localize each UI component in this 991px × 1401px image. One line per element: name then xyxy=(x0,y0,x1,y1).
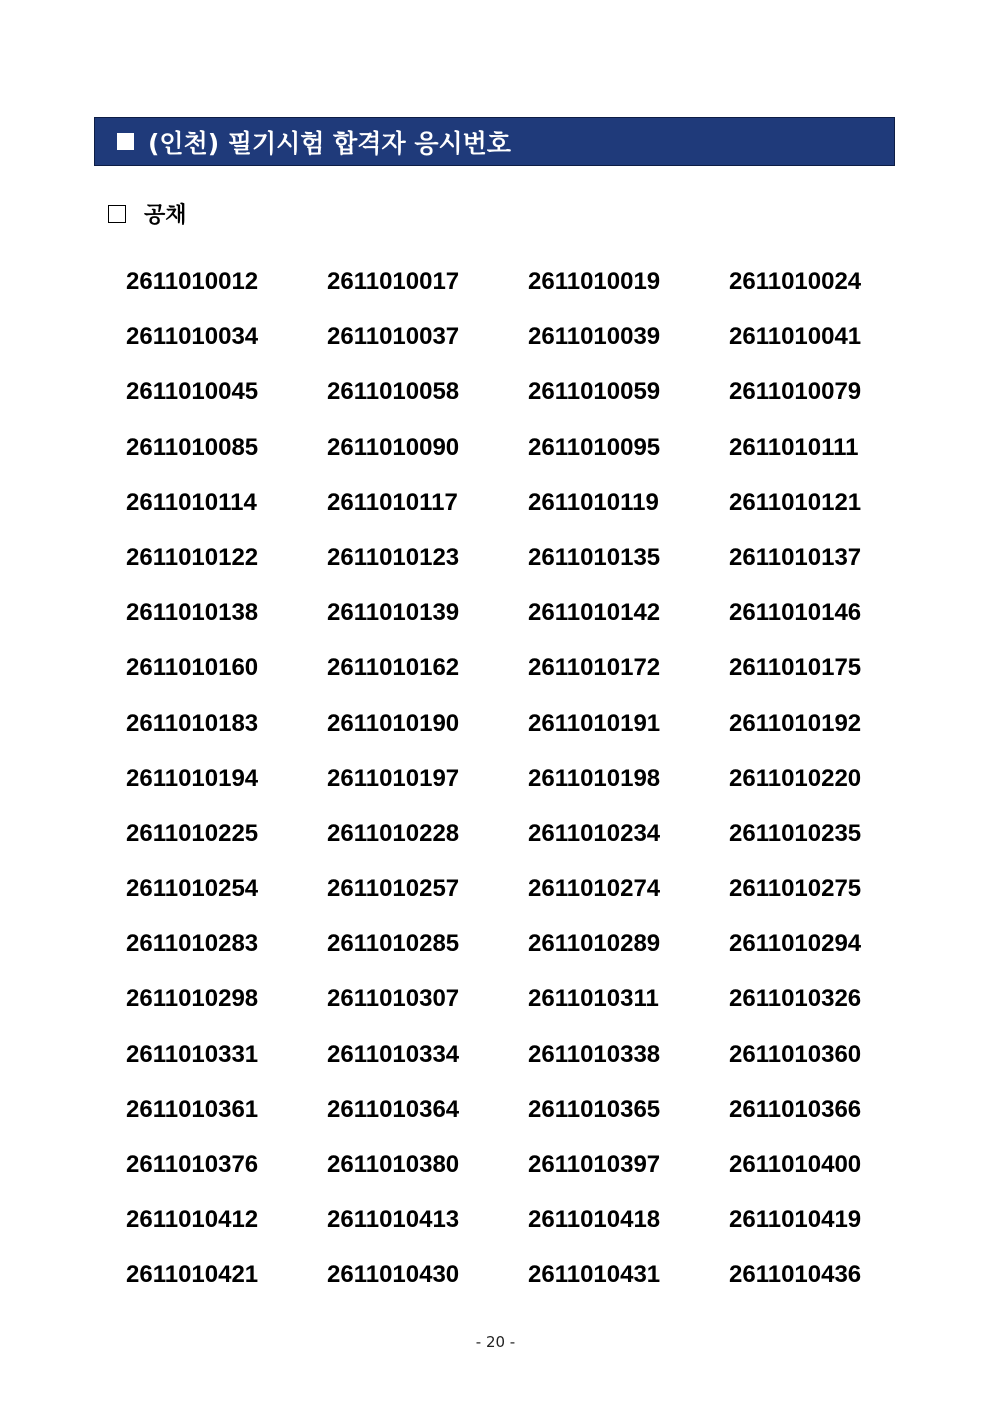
applicant-number: 2611010436 xyxy=(729,1261,862,1289)
applicant-number: 2611010194 xyxy=(126,764,259,792)
applicant-number: 2611010139 xyxy=(327,599,460,627)
applicant-number: 2611010172 xyxy=(528,654,661,682)
applicant-number: 2611010235 xyxy=(729,819,862,847)
applicant-number: 2611010192 xyxy=(729,709,862,737)
section-title-bar xyxy=(94,117,895,166)
applicant-number: 2611010114 xyxy=(126,488,257,516)
applicant-number: 2611010228 xyxy=(327,819,460,847)
applicant-number: 2611010197 xyxy=(327,764,460,792)
applicant-number: 2611010111 xyxy=(729,433,859,461)
applicant-number: 2611010311 xyxy=(528,985,659,1013)
applicant-number: 2611010121 xyxy=(729,488,862,516)
applicant-number: 2611010034 xyxy=(126,323,259,351)
page-number: - 20 - xyxy=(475,1333,516,1351)
applicant-number: 2611010117 xyxy=(327,488,458,516)
square-bullet-icon xyxy=(117,133,134,150)
applicant-number: 2611010364 xyxy=(327,1095,460,1123)
applicant-number-grid xyxy=(126,260,886,1309)
applicant-number: 2611010059 xyxy=(528,378,661,406)
applicant-number: 2611010413 xyxy=(327,1206,460,1234)
applicant-number: 2611010418 xyxy=(528,1206,661,1234)
applicant-number: 2611010234 xyxy=(528,819,661,847)
applicant-number: 2611010085 xyxy=(126,433,259,461)
applicant-number: 2611010122 xyxy=(126,543,259,571)
applicant-number: 2611010024 xyxy=(729,268,862,295)
applicant-number: 2611010012 xyxy=(126,268,259,295)
applicant-number: 2611010090 xyxy=(327,433,460,461)
applicant-number: 2611010135 xyxy=(528,543,661,571)
applicant-number: 2611010285 xyxy=(327,930,460,958)
applicant-number: 2611010400 xyxy=(729,1151,862,1178)
applicant-number: 2611010017 xyxy=(327,268,460,295)
applicant-number: 2611010380 xyxy=(327,1151,460,1178)
applicant-number: 2611010138 xyxy=(126,599,259,627)
applicant-number: 2611010039 xyxy=(528,323,661,351)
page-title: (인천) 필기시험 합격자 응시번호 xyxy=(148,128,511,158)
applicant-number: 2611010045 xyxy=(126,378,259,406)
subsection-heading xyxy=(108,198,187,229)
applicant-number: 2611010298 xyxy=(126,985,259,1013)
applicant-number: 2611010360 xyxy=(729,1040,862,1068)
applicant-number: 2611010079 xyxy=(729,378,862,406)
applicant-number: 2611010289 xyxy=(528,930,661,958)
applicant-number: 2611010137 xyxy=(729,543,862,571)
applicant-number: 2611010146 xyxy=(729,599,862,627)
applicant-number: 2611010257 xyxy=(327,875,460,903)
applicant-number: 2611010419 xyxy=(729,1206,862,1234)
applicant-number: 2611010412 xyxy=(126,1206,259,1234)
applicant-number: 2611010294 xyxy=(729,930,862,958)
checkbox-icon xyxy=(108,205,126,223)
applicant-number: 2611010365 xyxy=(528,1095,661,1123)
applicant-number: 2611010198 xyxy=(528,764,661,792)
applicant-number: 2611010430 xyxy=(327,1261,460,1289)
applicant-number: 2611010331 xyxy=(126,1040,259,1068)
applicant-number: 2611010275 xyxy=(729,875,862,903)
applicant-number: 2611010338 xyxy=(528,1040,661,1068)
applicant-number: 2611010160 xyxy=(126,654,259,682)
applicant-number: 2611010225 xyxy=(126,819,259,847)
applicant-number: 2611010095 xyxy=(528,433,661,461)
applicant-number: 2611010376 xyxy=(126,1151,259,1178)
applicant-number: 2611010058 xyxy=(327,378,460,406)
applicant-number: 2611010175 xyxy=(729,654,862,682)
applicant-number: 2611010326 xyxy=(729,985,862,1013)
applicant-number: 2611010190 xyxy=(327,709,460,737)
applicant-number: 2611010366 xyxy=(729,1095,862,1123)
applicant-number: 2611010254 xyxy=(126,875,259,903)
applicant-number: 2611010142 xyxy=(528,599,661,627)
applicant-number: 2611010123 xyxy=(327,543,460,571)
applicant-number: 2611010037 xyxy=(327,323,460,351)
applicant-number: 2611010307 xyxy=(327,985,460,1013)
applicant-number: 2611010119 xyxy=(528,488,659,516)
applicant-number: 2611010183 xyxy=(126,709,259,737)
applicant-number: 2611010361 xyxy=(126,1095,259,1123)
subsection-label: 공채 xyxy=(144,203,187,228)
applicant-number: 2611010431 xyxy=(528,1261,661,1289)
applicant-number: 2611010041 xyxy=(729,323,862,351)
applicant-number: 2611010334 xyxy=(327,1040,460,1068)
applicant-number: 2611010274 xyxy=(528,875,661,903)
applicant-number: 2611010421 xyxy=(126,1261,259,1289)
applicant-number: 2611010220 xyxy=(729,764,862,792)
applicant-number: 2611010283 xyxy=(126,930,259,958)
applicant-number: 2611010191 xyxy=(528,709,661,737)
applicant-number: 2611010162 xyxy=(327,654,460,682)
applicant-number: 2611010019 xyxy=(528,268,661,295)
applicant-number: 2611010397 xyxy=(528,1151,661,1178)
